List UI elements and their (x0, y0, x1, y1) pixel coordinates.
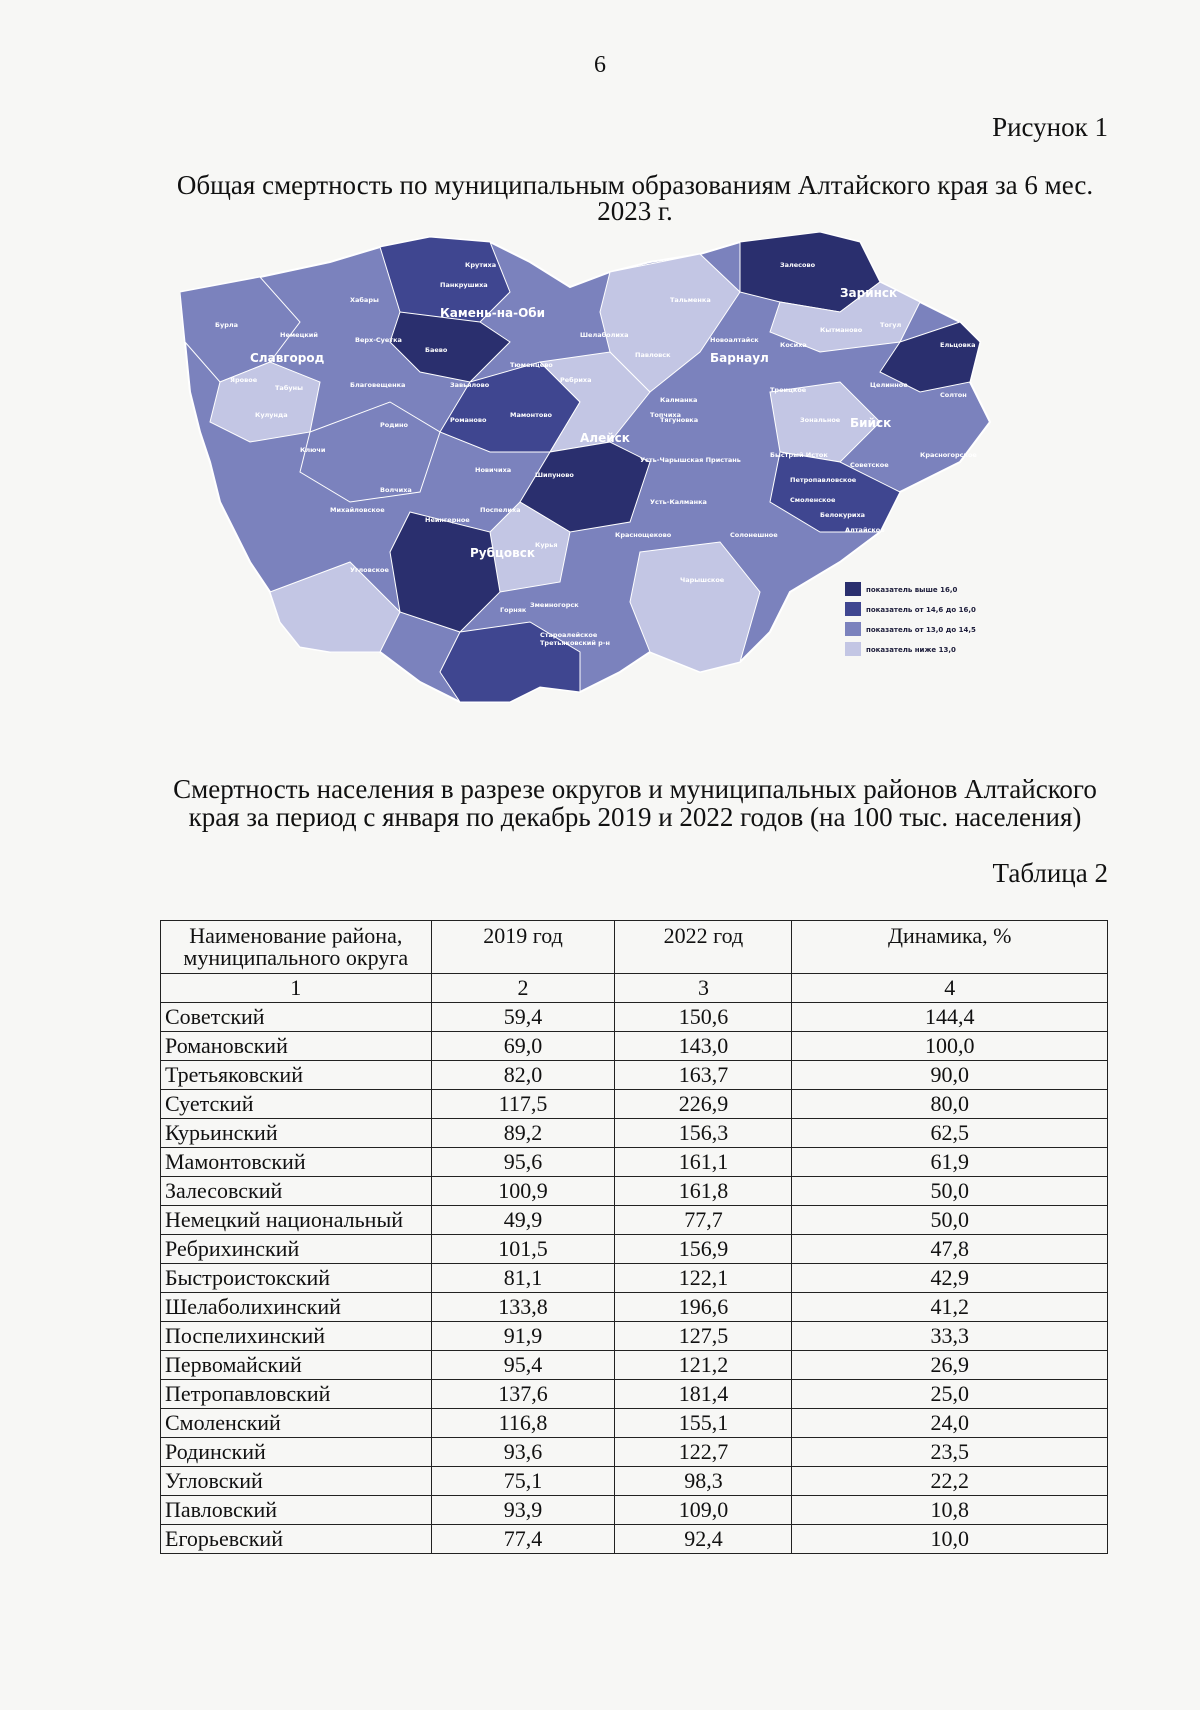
cell-2022: 121,2 (615, 1351, 792, 1380)
map-district-label: Староалейское (540, 631, 598, 639)
map-district-label: Советское (850, 461, 889, 469)
cell-2022: 122,7 (615, 1438, 792, 1467)
table-title: Смертность населения в разрезе округов и муниципальных районов Алтайского края за период с января по декабрь 2019 и 2022 годов (на 100 тыс. населения) (173, 774, 1097, 832)
cell-district: Залесовский (161, 1177, 432, 1206)
cell-district: Курьинский (161, 1119, 432, 1148)
cell-2019: 81,1 (431, 1264, 615, 1293)
cell-dynamics: 80,0 (792, 1090, 1108, 1119)
cell-2022: 155,1 (615, 1409, 792, 1438)
column-number: 3 (615, 974, 792, 1003)
map-district-label: Целинное (870, 381, 908, 389)
cell-2022: 122,1 (615, 1264, 792, 1293)
map-district-label: Волчиха (380, 486, 412, 494)
map-district-label: Шелаболиха (580, 331, 629, 339)
figure-label: Рисунок 1 (992, 112, 1108, 142)
map-district-label: Павловск (635, 351, 671, 359)
map-district-label: Романово (450, 416, 487, 424)
map-district-label: Кытманово (820, 326, 863, 334)
table-body (161, 974, 1108, 1554)
map-district-label: Хабары (350, 296, 379, 304)
cell-2022: 150,6 (615, 1003, 792, 1032)
legend-label: показатель от 13,0 до 14,5 (866, 626, 976, 634)
cell-2022: 143,0 (615, 1032, 792, 1061)
cell-2022: 92,4 (615, 1525, 792, 1554)
table-row (161, 1496, 1108, 1525)
cell-2022: 109,0 (615, 1496, 792, 1525)
mortality-table (160, 920, 1108, 1554)
column-number: 4 (792, 974, 1108, 1003)
table-row (161, 1351, 1108, 1380)
cell-dynamics: 10,8 (792, 1496, 1108, 1525)
cell-2022: 196,6 (615, 1293, 792, 1322)
choropleth-map (180, 232, 1100, 752)
cell-district: Суетский (161, 1090, 432, 1119)
map-district-label: Тальменка (670, 296, 711, 304)
figure-title: Общая смертность по муниципальным образованиям Алтайского края за 6 мес. 2023 г. (176, 170, 1094, 226)
cell-district: Быстроистокский (161, 1264, 432, 1293)
map-district-label: Усть-Чарышская Пристань (640, 456, 741, 464)
cell-district: Советский (161, 1003, 432, 1032)
cell-2019: 82,0 (431, 1061, 615, 1090)
map-district-label: Змеиногорск (530, 601, 579, 609)
cell-2022: 161,8 (615, 1177, 792, 1206)
map-legend (845, 582, 976, 656)
map-district-label: Угловское (350, 566, 389, 574)
table-row (161, 1438, 1108, 1467)
cell-2019: 116,8 (431, 1409, 615, 1438)
map-svg (180, 232, 1100, 752)
map-district-label: Тюменцево (510, 361, 553, 369)
map-district-label: Кулунда (255, 411, 288, 419)
map-district-label: Заринск (840, 286, 898, 300)
cell-district: Первомайский (161, 1351, 432, 1380)
cell-dynamics: 22,2 (792, 1467, 1108, 1496)
map-district-label: Барнаул (710, 351, 769, 365)
cell-dynamics: 26,9 (792, 1351, 1108, 1380)
map-district-label: Алейск (580, 431, 630, 445)
table-row (161, 1090, 1108, 1119)
cell-district: Смоленский (161, 1409, 432, 1438)
map-district-label: Новоалтайск (710, 336, 759, 344)
cell-2019: 95,6 (431, 1148, 615, 1177)
cell-2019: 75,1 (431, 1467, 615, 1496)
map-district-label: Алтайское (845, 526, 885, 534)
cell-2022: 156,3 (615, 1119, 792, 1148)
cell-district: Поспелихинский (161, 1322, 432, 1351)
table-row (161, 1206, 1108, 1235)
cell-2019: 49,9 (431, 1206, 615, 1235)
page-number: 6 (594, 52, 606, 78)
cell-dynamics: 62,5 (792, 1119, 1108, 1148)
cell-dynamics: 144,4 (792, 1003, 1108, 1032)
map-district-label: Рубцовск (470, 546, 535, 560)
map-district-label: Солонешное (730, 531, 778, 539)
cell-2022: 226,9 (615, 1090, 792, 1119)
map-district-label: Верх-Суетка (355, 336, 402, 344)
map-district-label: Курья (535, 541, 558, 549)
map-district-label: Красногорское (920, 451, 977, 459)
map-district-label: Ключи (300, 446, 326, 454)
map-district-label: Белокуриха (820, 511, 866, 519)
table-row (161, 1032, 1108, 1061)
legend-label: показатель от 14,6 до 16,0 (866, 606, 976, 614)
cell-dynamics: 41,2 (792, 1293, 1108, 1322)
map-district-label: Ребриха (560, 376, 592, 384)
table-row (161, 1061, 1108, 1090)
cell-district: Угловский (161, 1467, 432, 1496)
cell-dynamics: 24,0 (792, 1409, 1108, 1438)
cell-dynamics: 10,0 (792, 1525, 1108, 1554)
legend-label: показатель ниже 13,0 (866, 646, 956, 654)
map-district-label: Неингерное (425, 516, 470, 524)
cell-2022: 98,3 (615, 1467, 792, 1496)
map-district-label: Залесово (780, 261, 816, 269)
map-district-label: Славгород (250, 351, 325, 365)
map-district-label: Камень-на-Оби (440, 306, 546, 320)
table-row (161, 1409, 1108, 1438)
map-district-label: Топчиха (650, 411, 681, 419)
column-number: 1 (161, 974, 432, 1003)
map-district-label: Троицкое (770, 386, 807, 394)
cell-district: Егорьевский (161, 1525, 432, 1554)
map-district-label: Зональное (800, 416, 841, 424)
table-row (161, 1322, 1108, 1351)
cell-dynamics: 42,9 (792, 1264, 1108, 1293)
map-district-label: Тогул (880, 321, 902, 329)
map-district-label: Бийск (850, 416, 892, 430)
header-2019: 2019 год (431, 921, 615, 974)
cell-2019: 133,8 (431, 1293, 615, 1322)
cell-dynamics: 50,0 (792, 1206, 1108, 1235)
map-district-label: Косиха (780, 341, 807, 349)
cell-2019: 137,6 (431, 1380, 615, 1409)
cell-dynamics: 100,0 (792, 1032, 1108, 1061)
table-row (161, 1235, 1108, 1264)
cell-dynamics: 61,9 (792, 1148, 1108, 1177)
map-district-label: Баево (425, 346, 448, 354)
map-district-label: Михайловское (330, 506, 385, 514)
cell-district: Третьяковский (161, 1061, 432, 1090)
cell-district: Ребрихинский (161, 1235, 432, 1264)
cell-2019: 117,5 (431, 1090, 615, 1119)
map-district-label: Табуны (275, 384, 303, 392)
cell-2019: 100,9 (431, 1177, 615, 1206)
map-district-label: Быстрый Исток (770, 451, 828, 459)
table-row (161, 1467, 1108, 1496)
map-district-label: Ельцовка (940, 341, 976, 349)
legend-swatch (845, 602, 861, 616)
cell-dynamics: 25,0 (792, 1380, 1108, 1409)
cell-2019: 77,4 (431, 1525, 615, 1554)
map-district-label: Бурла (215, 321, 238, 329)
map-district-label: Яровое (230, 376, 258, 384)
header-district: Наименование района, муниципального округа (161, 921, 432, 974)
column-number-row (161, 974, 1108, 1003)
cell-2022: 163,7 (615, 1061, 792, 1090)
table-row (161, 1148, 1108, 1177)
cell-2019: 91,9 (431, 1322, 615, 1351)
cell-2022: 181,4 (615, 1380, 792, 1409)
map-district-label: Петропавловское (790, 476, 857, 484)
map-district-label: Поспелиха (480, 506, 521, 514)
map-district-label: Мамонтово (510, 411, 552, 419)
cell-2019: 93,6 (431, 1438, 615, 1467)
cell-2022: 127,5 (615, 1322, 792, 1351)
map-district-label: Родино (380, 421, 408, 429)
map-district-label: Усть-Калманка (650, 498, 707, 506)
map-district-label: Шипуново (535, 471, 574, 479)
cell-dynamics: 47,8 (792, 1235, 1108, 1264)
map-district-label: Немецкий (280, 331, 318, 339)
table-row (161, 1264, 1108, 1293)
map-district-label: Солтон (940, 391, 967, 399)
cell-2022: 161,1 (615, 1148, 792, 1177)
map-district-label: Горняк (500, 606, 527, 614)
cell-district: Мамонтовский (161, 1148, 432, 1177)
cell-2019: 101,5 (431, 1235, 615, 1264)
legend-swatch (845, 622, 861, 636)
table-header-row (161, 921, 1108, 974)
header-dynamics: Динамика, % (792, 921, 1108, 974)
table-row (161, 1177, 1108, 1206)
cell-district: Шелаболихинский (161, 1293, 432, 1322)
cell-2019: 89,2 (431, 1119, 615, 1148)
cell-2022: 156,9 (615, 1235, 792, 1264)
cell-dynamics: 33,3 (792, 1322, 1108, 1351)
cell-district: Родинский (161, 1438, 432, 1467)
legend-swatch (845, 642, 861, 656)
header-2022: 2022 год (615, 921, 792, 974)
table-label: Таблица 2 (992, 858, 1108, 888)
map-district-label: Панкрушиха (440, 281, 488, 289)
cell-2019: 59,4 (431, 1003, 615, 1032)
table-row (161, 1003, 1108, 1032)
table-row (161, 1525, 1108, 1554)
legend-swatch (845, 582, 861, 596)
cell-2019: 69,0 (431, 1032, 615, 1061)
cell-district: Петропавловский (161, 1380, 432, 1409)
cell-2019: 93,9 (431, 1496, 615, 1525)
map-district-label: Чарышское (680, 576, 725, 584)
map-district-label: Благовещенка (350, 381, 406, 389)
map-district-label: Новичиха (475, 466, 512, 474)
map-district-label: Калманка (660, 396, 698, 404)
map-district-label: Краснощеково (615, 531, 672, 539)
cell-2019: 95,4 (431, 1351, 615, 1380)
table-row (161, 1293, 1108, 1322)
cell-dynamics: 90,0 (792, 1061, 1108, 1090)
table-row (161, 1119, 1108, 1148)
map-district-label: Крутиха (465, 261, 497, 269)
cell-district: Романовский (161, 1032, 432, 1061)
column-number: 2 (431, 974, 615, 1003)
map-district-label: Третьяковский р-н (540, 639, 611, 647)
cell-district: Немецкий национальный (161, 1206, 432, 1235)
cell-dynamics: 23,5 (792, 1438, 1108, 1467)
cell-district: Павловский (161, 1496, 432, 1525)
legend-label: показатель выше 16,0 (866, 586, 958, 594)
map-district-label: Смоленское (790, 496, 836, 504)
cell-2022: 77,7 (615, 1206, 792, 1235)
map-district-label: Тягуновка (660, 416, 699, 424)
cell-dynamics: 50,0 (792, 1177, 1108, 1206)
map-district-label: Завьялово (450, 381, 490, 389)
table-row (161, 1380, 1108, 1409)
